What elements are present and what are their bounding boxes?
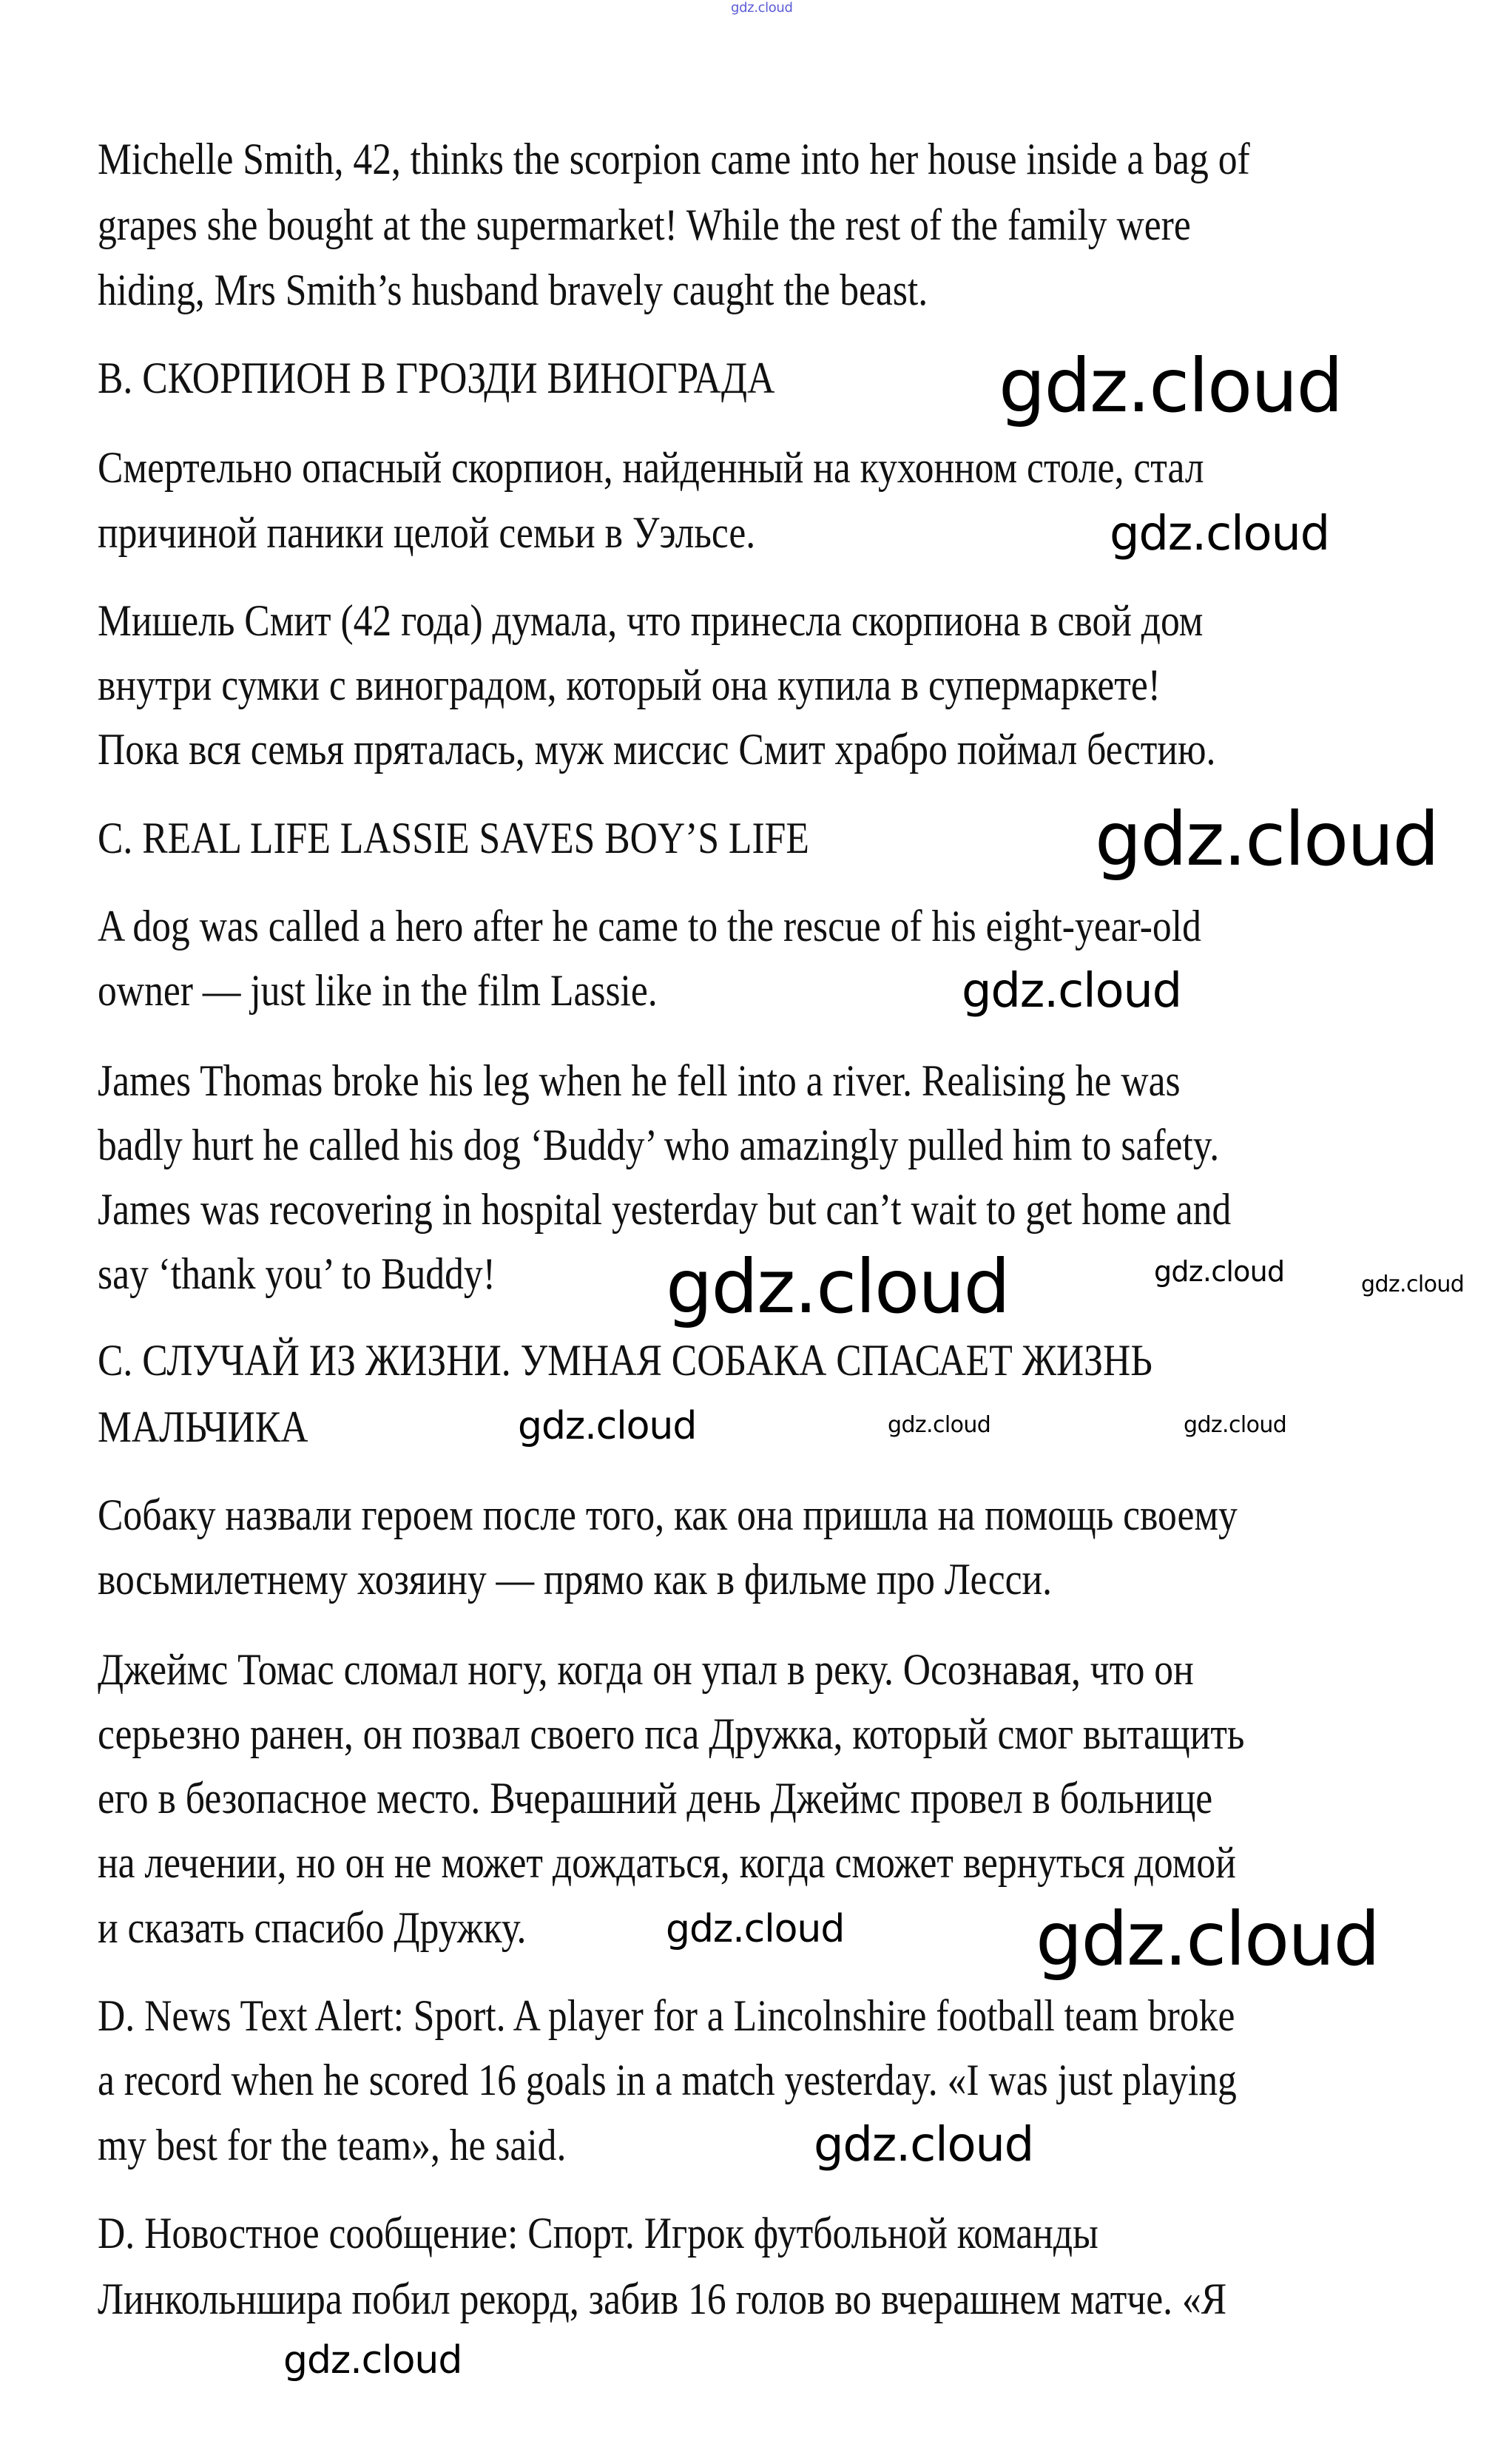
section-heading: C. СЛУЧАЙ ИЗ ЖИЗНИ. УМНАЯ СОБАКА СПАСАЕТ ЖИЗНЬ — [98, 1336, 1152, 1385]
text-line: на лечении, но он не может дождаться, когда сможет вернуться домой — [98, 1838, 1236, 1887]
text-line: его в безопасное место. Вчерашний день Джеймс провел в больнице — [98, 1774, 1213, 1823]
watermark: gdz.cloud — [518, 1404, 697, 1448]
watermark: gdz.cloud — [1095, 796, 1439, 882]
text-line: James Thomas broke his leg when he fell into a river. Realising he was — [98, 1056, 1181, 1105]
watermark: gdz.cloud — [962, 964, 1181, 1019]
text-line: внутри сумки с виноградом, который она купила в супермаркете! — [98, 661, 1161, 709]
watermark: gdz.cloud — [1184, 1412, 1287, 1438]
text-line: причиной паники целой семьи в Уэльсе. — [98, 508, 756, 557]
watermark: gdz.cloud — [731, 0, 793, 16]
watermark: gdz.cloud — [1110, 507, 1329, 561]
text-line: badly hurt he called his dog ‘Buddy’ who amazingly pulled him to safety. — [98, 1121, 1220, 1169]
text-line: Мишель Смит (42 года) думала, что принесла скорпиона в свой дом — [98, 596, 1204, 645]
text-line: Собаку назвали героем после того, как она пришла на помощь своему — [98, 1490, 1238, 1539]
watermark: gdz.cloud — [1036, 1896, 1380, 1982]
text-line: восьмилетнему хозяину — прямо как в фильме про Лесси. — [98, 1555, 1053, 1604]
text-line: серьезно ранен, он позвал своего пса Дружка, который смог вытащить — [98, 1709, 1245, 1758]
text-line: Michelle Smith, 42, thinks the scorpion came into her house inside a bag of — [98, 135, 1250, 183]
section-heading: МАЛЬЧИКА — [98, 1402, 308, 1451]
text-line: hiding, Mrs Smith’s husband bravely caught the beast. — [98, 266, 928, 314]
text-line: owner — just like in the film Lassie. — [98, 966, 658, 1015]
text-line: a record when he scored 16 goals in a match yesterday. «I was just playing — [98, 2056, 1237, 2104]
text-line: say ‘thank you’ to Buddy! — [98, 1249, 496, 1298]
text-line: D. Новостное сообщение: Спорт. Игрок футбольной команды — [98, 2209, 1098, 2258]
text-line: Линкольншира побил рекорд, забив 16 голов во вчерашнем матче. «Я — [98, 2275, 1227, 2323]
watermark: gdz.cloud — [814, 2118, 1033, 2172]
text-line: D. News Text Alert: Sport. A player for a Lincolnshire football team broke — [98, 1991, 1235, 2040]
watermark: gdz.cloud — [666, 1243, 1010, 1330]
watermark: gdz.cloud — [888, 1412, 991, 1438]
section-heading: C. REAL LIFE LASSIE SAVES BOY’S LIFE — [98, 814, 809, 862]
section-heading: B. СКОРПИОН В ГРОЗДИ ВИНОГРАДА — [98, 354, 775, 402]
text-line: my best for the team», he said. — [98, 2121, 567, 2170]
watermark: gdz.cloud — [1154, 1255, 1285, 1288]
watermark: gdz.cloud — [666, 1907, 845, 1951]
watermark: gdz.cloud — [283, 2338, 462, 2383]
text-line: Джеймс Томас сломал ногу, когда он упал в реку. Осознавая, что он — [98, 1645, 1194, 1694]
text-line: James was recovering in hospital yesterday but can’t wait to get home and — [98, 1185, 1232, 1234]
text-line: и сказать спасибо Дружку. — [98, 1903, 527, 1952]
text-line: A dog was called a hero after he came to the rescue of his eight-year-old — [98, 902, 1201, 951]
text-line: grapes she bought at the supermarket! While the rest of the family were — [98, 200, 1191, 249]
text-line: Пока вся семья пряталась, муж миссис Смит храбро поймал бестию. — [98, 725, 1216, 774]
watermark: gdz.cloud — [1361, 1272, 1465, 1297]
text-line: Смертельно опасный скорпион, найденный на кухонном столе, стал — [98, 443, 1204, 492]
watermark: gdz.cloud — [999, 342, 1343, 429]
